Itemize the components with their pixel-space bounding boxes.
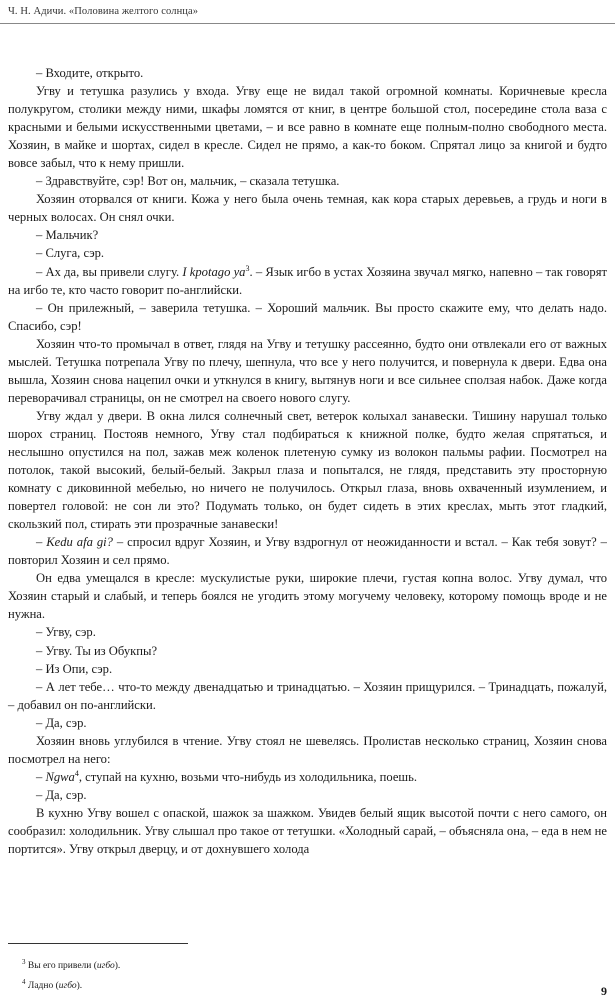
paragraph-14: – Угву. Ты из Обукпы?	[36, 643, 158, 658]
paragraph-3: – Здравствуйте, сэр! Вот он, мальчик, – сказала тетушка.	[36, 174, 340, 189]
footnote-number: 3	[22, 957, 26, 966]
footnote-language: игбо	[58, 981, 77, 991]
paragraph-9: Хозяин что-то промычал в ответ, глядя на Угву и тетушку рассеянно, будто они отвлекали его от важных мыслей. Тетушка потрепала Угву по плечу, шепнула, что все у него получится, и повернула к двери. Едва она вышла, Хозяин снова нацепил очки и уткнулся в книгу, вытянув ноги и все сильнее сползая набок. Даже когда переворачивал страницы, он не смотрел на своего нового слугу.	[8, 336, 607, 405]
footnote-3	[22, 956, 120, 976]
igbo-phrase-3: Ngwa	[45, 769, 75, 784]
paragraph-16: – А лет тебе… что-то между двенадцатью и тринадцатью. – Хозяин прищурился. – Тринадцать, пожалуй, – добавил он по-английски.	[8, 679, 607, 712]
paragraph-7	[8, 263, 607, 299]
paragraph-5: – Мальчик?	[36, 228, 99, 243]
paragraph-17: – Да, сэр.	[36, 715, 87, 730]
running-head: Ч. Н. Адичи. «Половина желтого солнца»	[8, 6, 199, 17]
paragraph-11-lead: –	[36, 535, 47, 550]
footnote-text: Ладно (	[25, 981, 59, 991]
paragraph-20: – Да, сэр.	[36, 787, 87, 802]
footnotes	[22, 956, 120, 996]
paragraph-11	[8, 533, 607, 569]
paragraph-1: – Входите, открыто.	[36, 66, 144, 80]
footnote-text-end: ).	[114, 961, 121, 971]
page-number: 9	[601, 984, 607, 998]
paragraph-4: Хозяин оторвался от книги. Кожа у него была очень темная, как кора старых деревьев, а грудь и ноги в черных волосах. Он снял очки.	[8, 192, 607, 225]
igbo-phrase-2: Kedu afa gi?	[46, 535, 113, 550]
paragraph-10: Угву ждал у двери. В окна лился солнечный свет, ветерок колыхал занавески. Тишину нарушал только шорох страниц. Постояв немного, Угву стал подбираться к книжной полке, будто желая спрятаться, и неслышно опустился на пол, зажав меж коленок плетеную сумку из волокон пальмы рафии. Посмотрел на потолок, такой высокий, белый-белый. Закрыл глаза и попытался, не глядя, представить эту просторную комнату с диковинной мебелью, но ничего не получилось. Открыл глаза, вновь охваченный изумлением, и повертел головой: не сон ли это? Подумать только, он будет сидеть в этих креслах, мыть этот гладкий, скользкий пол, стирать эти прозрачные занавески!	[8, 408, 607, 532]
footnote-text-end: ).	[76, 981, 83, 991]
footnote-divider	[8, 943, 188, 944]
footnote-ref-3[interactable]: 3	[245, 263, 250, 273]
footnote-4	[22, 976, 120, 996]
paragraph-19-rest: , ступай на кухню, возьми что-нибудь из холодильника, поешь.	[78, 769, 418, 784]
paragraph-19	[8, 768, 607, 786]
footnote-language: игбо	[96, 961, 115, 971]
paragraph-15: – Из Опи, сэр.	[36, 661, 113, 676]
text-body	[8, 64, 607, 858]
footnote-ref-4[interactable]: 4	[74, 768, 79, 778]
header-divider	[0, 23, 615, 24]
paragraph-7-rest: . – Язык игбо в устах Хозяина звучал мягко, напевно – так говорят на игбо те, кто часто говорит по-английски.	[8, 264, 607, 297]
footnote-text: Вы его привели (	[25, 961, 97, 971]
igbo-phrase-1: I kpotago ya	[182, 264, 246, 279]
paragraph-13: – Угву, сэр.	[36, 625, 96, 640]
paragraph-7-lead: – Ах да, вы привели слугу.	[36, 264, 183, 279]
footnote-number: 4	[22, 977, 26, 986]
paragraph-11-rest: – спросил вдруг Хозяин, и Угву вздрогнул от неожиданности и встал. – Как тебя зовут? – повторил Хозяин и сел прямо.	[8, 535, 607, 568]
paragraph-18: Хозяин вновь углубился в чтение. Угву стоял не шевелясь. Пролистав несколько страниц, Хозяин снова посмотрел на него:	[8, 733, 607, 766]
paragraph-8: – Он прилежный, – заверила тетушка. – Хороший мальчик. Вы просто скажите ему, что делать надо. Спасибо, сэр!	[8, 300, 607, 333]
paragraph-2: Угву и тетушка разулись у входа. Угву еще не видал такой огромной комнаты. Коричневые кресла полукругом, столики между ними, шкафы ломятся от книг, в центре большой стол, посередине стола ваза с красными и белыми искусственными цветами, – и все равно в комнате еще полным-полно свободного места. Хозяин, в майке и шортах, сидел в кресле. Сидел не прямо, а как-то боком. Спрятал лицо за книгой и будто вовсе забыл, что к нему пришли.	[8, 84, 607, 171]
paragraph-12: Он едва умещался в кресле: мускулистые руки, широкие плечи, густая копна волос. Угву думал, что Хозяин старый и слабый, и теперь боялся не угодить этому могучему человеку, которому помощь вроде и не нужна.	[8, 571, 607, 622]
paragraph-6: – Слуга, сэр.	[36, 246, 105, 261]
paragraph-19-lead: –	[36, 769, 46, 784]
paragraph-21: В кухню Угву вошел с опаской, шажок за шажком. Увидев белый ящик высотой почти с него самого, он сообразил: холодильник. Угву слышал про такое от тетушки. «Холодный сарай, – объясняла она, – еда в нем не портится». Угву открыл дверцу, и от дохнувшего холода	[8, 805, 607, 857]
